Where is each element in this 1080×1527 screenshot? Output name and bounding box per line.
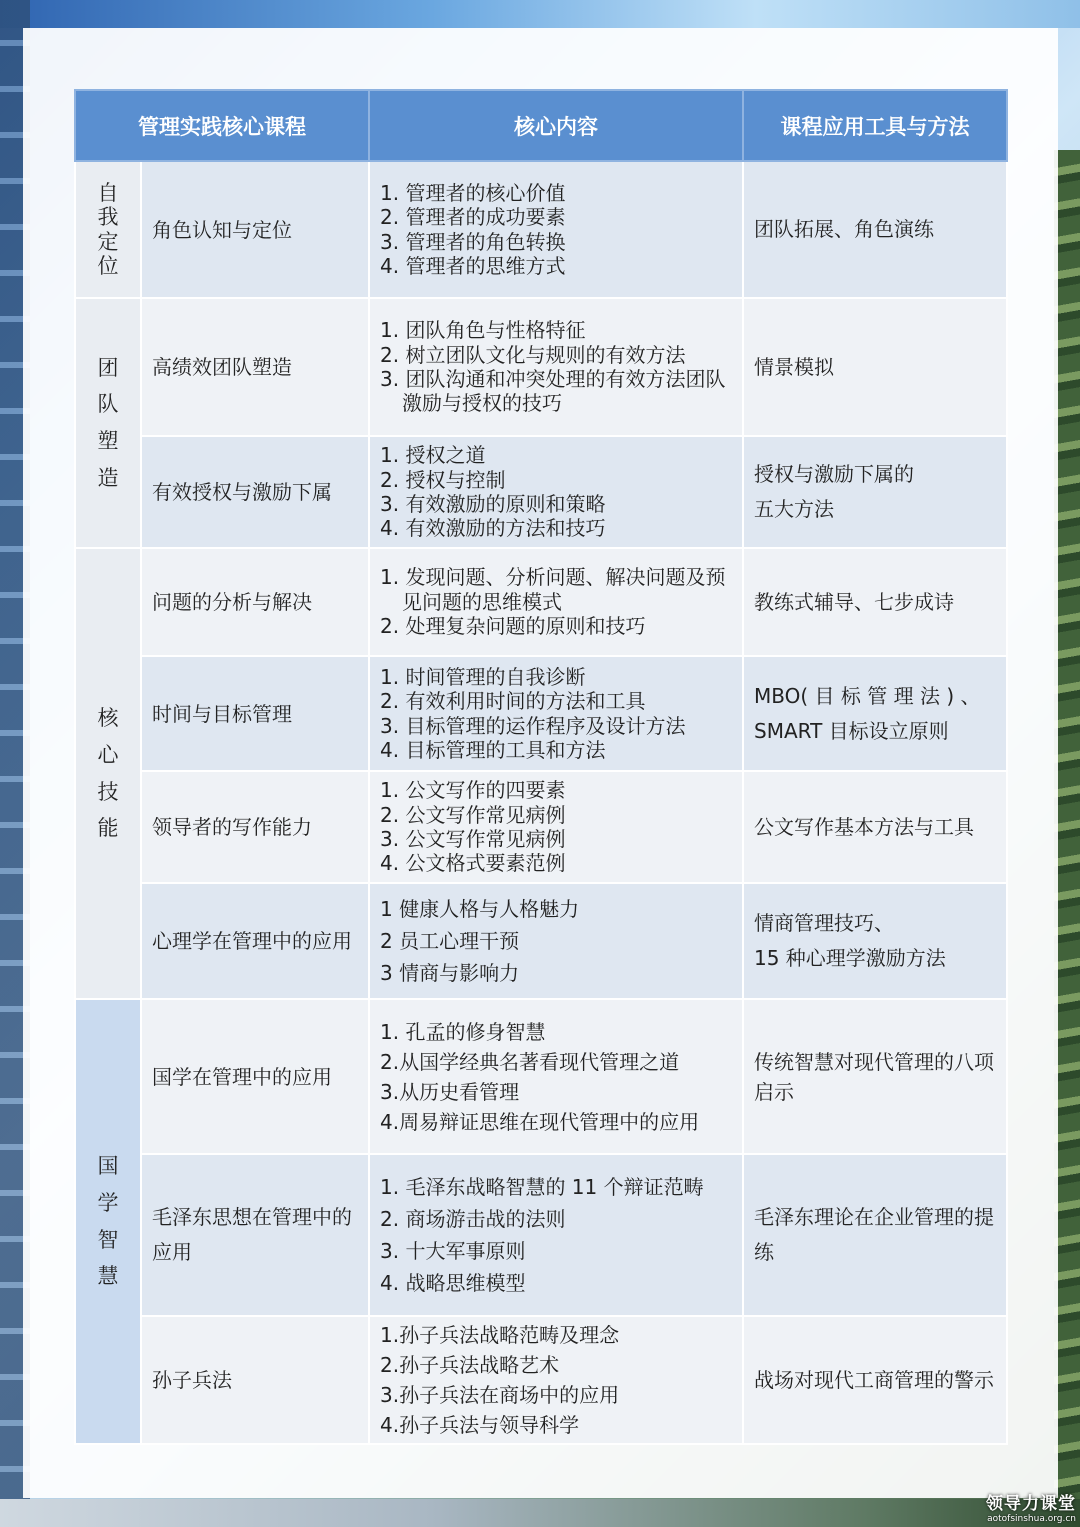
- table-row: [75, 883, 1007, 999]
- course-content: 1 健康人格与人格魅力 2 员工心理干预 3 情商与影响力: [369, 883, 743, 999]
- course-content: 1. 孔孟的修身智慧 2.从国学经典名著看现代管理之道 3.从历史看管理 4.周易辩证思维在现代管理中的应用: [369, 999, 743, 1154]
- course-tools: 传统智慧对现代管理的八项启示: [743, 999, 1007, 1154]
- table-row: [75, 436, 1007, 548]
- background-bottom: [0, 1499, 1080, 1527]
- course-tools: 教练式辅导、七步成诗: [743, 548, 1007, 656]
- table-row: [75, 771, 1007, 883]
- course-tools: MBO( 目 标 管 理 法 ) 、 SMART 目标设立原则: [743, 656, 1007, 771]
- course-tools: 团队拓展、角色演练: [743, 161, 1007, 298]
- course-name: 毛泽东思想在管理中的应用: [141, 1154, 369, 1316]
- watermark-logo: [986, 1489, 1076, 1524]
- course-content: 1. 授权之道 2. 授权与控制 3. 有效激励的原则和策略 4. 有效激励的方法和技巧: [369, 436, 743, 548]
- course-name: 心理学在管理中的应用: [141, 883, 369, 999]
- course-name: 有效授权与激励下属: [141, 436, 369, 548]
- course-name: 高绩效团队塑造: [141, 298, 369, 436]
- course-name: 国学在管理中的应用: [141, 999, 369, 1154]
- course-tools: 公文写作基本方法与工具: [743, 771, 1007, 883]
- course-content: 1.孙子兵法战略范畴及理念 2.孙子兵法战略艺术 3.孙子兵法在商场中的应用 4.孙子兵法与领导科学: [369, 1316, 743, 1444]
- course-content: 1. 团队角色与性格特征 2. 树立团队文化与规则的有效方法 3. 团队沟通和冲突处理的有效方法团队激励与授权的技巧: [369, 298, 743, 436]
- course-content: 1. 时间管理的自我诊断 2. 有效利用时间的方法和工具 3. 目标管理的运作程序及设计方法 4. 目标管理的工具和方法: [369, 656, 743, 771]
- background-top: [0, 0, 1080, 28]
- header-tools: 课程应用工具与方法: [743, 90, 1007, 161]
- course-content: 1. 毛泽东战略智慧的 11 个辩证范畴 2. 商场游击战的法则 3. 十大军事原则 4. 战略思维模型: [369, 1154, 743, 1316]
- course-name: 时间与目标管理: [141, 656, 369, 771]
- category-team: 团 队 塑 造: [75, 298, 141, 548]
- course-tools: 授权与激励下属的 五大方法: [743, 436, 1007, 548]
- logo-title: 领导力课堂: [986, 1494, 1076, 1514]
- course-tools: 情商管理技巧、 15 种心理学激励方法: [743, 883, 1007, 999]
- table-row: [75, 161, 1007, 298]
- table-row: [75, 656, 1007, 771]
- header-course: 管理实践核心课程: [75, 90, 369, 161]
- category-guoxue: 国 学 智 慧: [75, 999, 141, 1444]
- course-name: 孙子兵法: [141, 1316, 369, 1444]
- course-tools: 毛泽东理论在企业管理的提练: [743, 1154, 1007, 1316]
- table-row: [75, 1154, 1007, 1316]
- category-self: 自 我 定 位: [75, 161, 141, 298]
- header-content: 核心内容: [369, 90, 743, 161]
- course-content: 1. 公文写作的四要素 2. 公文写作常见病例 3. 公文写作常见病例 4. 公文格式要素范例: [369, 771, 743, 883]
- course-tools: 情景模拟: [743, 298, 1007, 436]
- course-tools: 战场对现代工商管理的警示: [743, 1316, 1007, 1444]
- course-content: 1. 管理者的核心价值 2. 管理者的成功要素 3. 管理者的角色转换 4. 管理者的思维方式: [369, 161, 743, 298]
- course-name: 问题的分析与解决: [141, 548, 369, 656]
- table-row: [75, 548, 1007, 656]
- course-table: [74, 89, 1008, 1445]
- table-header: [75, 90, 1007, 161]
- table-row: [75, 1316, 1007, 1444]
- table-row: [75, 999, 1007, 1154]
- logo-url: aotofsinshua.org.cn: [987, 1514, 1076, 1524]
- course-content: 1. 发现问题、分析问题、解决问题及预见问题的思维模式 2. 处理复杂问题的原则和技巧: [369, 548, 743, 656]
- course-name: 角色认知与定位: [141, 161, 369, 298]
- category-skill: 核 心 技 能: [75, 548, 141, 999]
- course-name: 领导者的写作能力: [141, 771, 369, 883]
- table-row: [75, 298, 1007, 436]
